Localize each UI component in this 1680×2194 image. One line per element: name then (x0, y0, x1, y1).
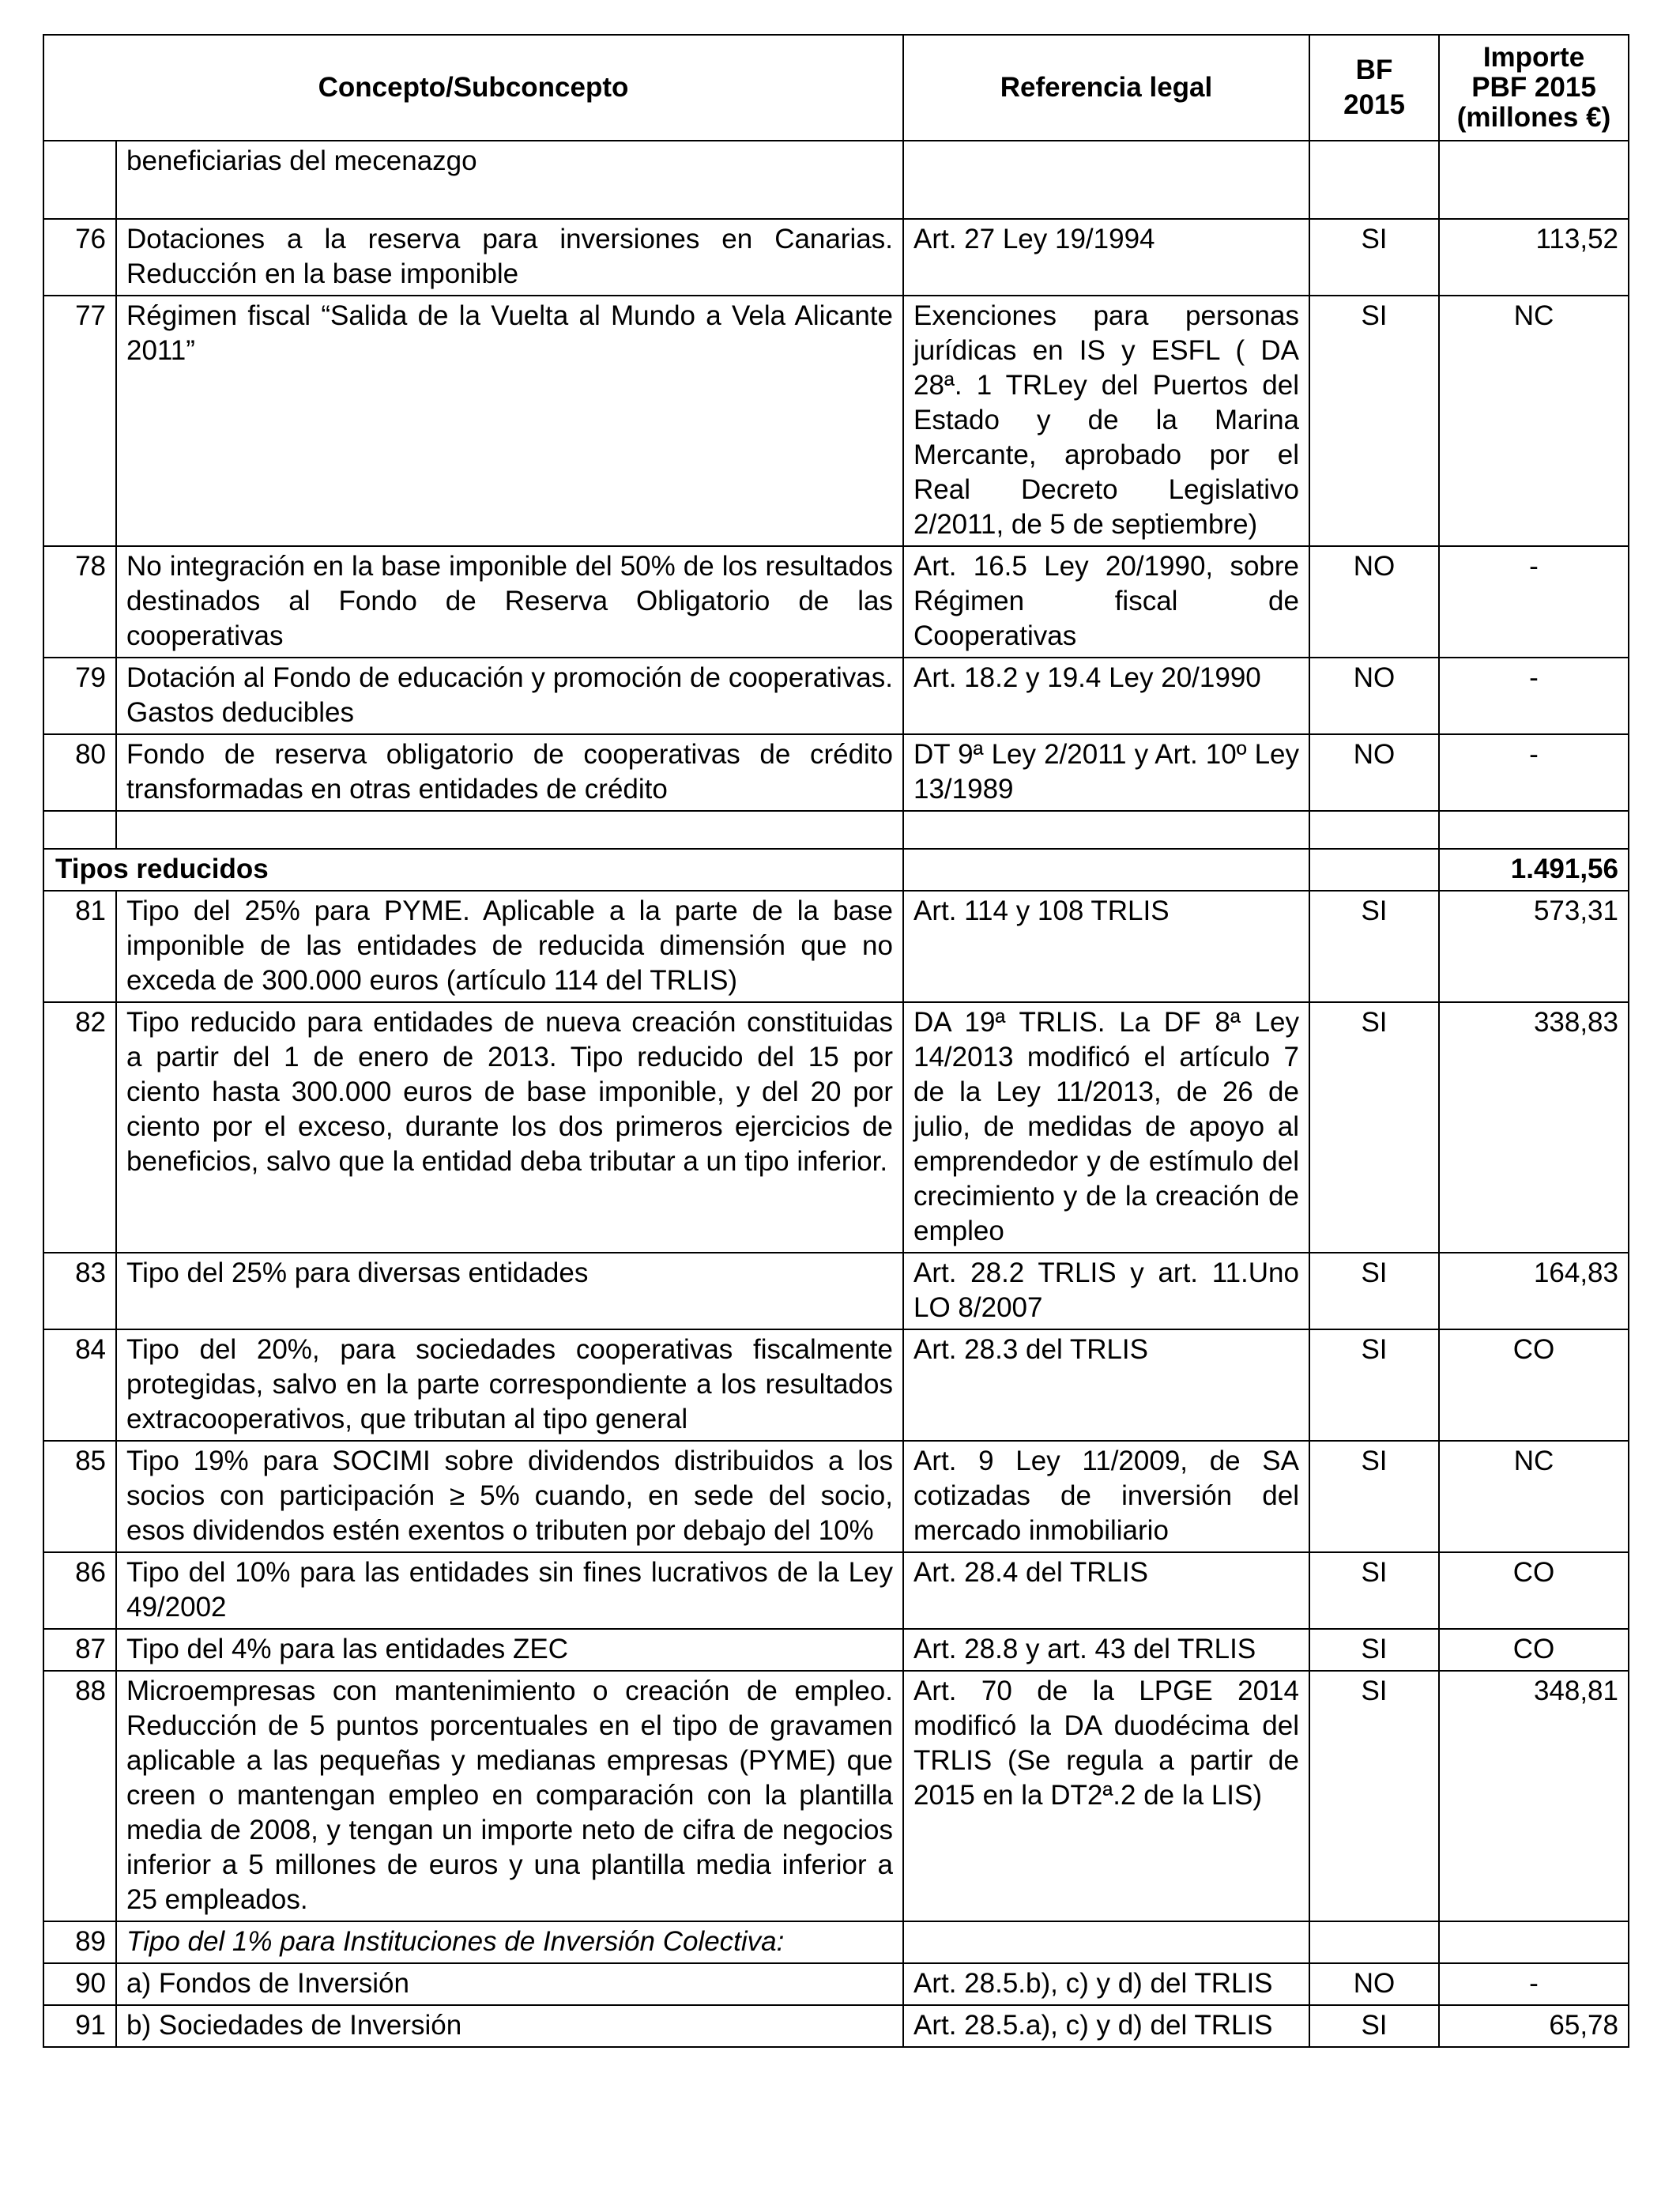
row-bf: NO (1309, 1963, 1439, 2005)
row-importe: - (1439, 658, 1629, 734)
row-concepto: Tipo 19% para SOCIMI sobre dividendos distribuidos a los socios con participación ≥ 5% cuando, en sede del socio, esos dividendos estén exentos o tributen por debajo del 10% (116, 1441, 903, 1552)
row-concepto: Tipo del 4% para las entidades ZEC (116, 1629, 903, 1671)
row-importe: 338,83 (1439, 1002, 1629, 1253)
row-referencia: Art. 27 Ley 19/1994 (903, 219, 1309, 296)
table-row (43, 1002, 1629, 1253)
row-referencia: DA 19ª TRLIS. La DF 8ª Ley 14/2013 modificó el artículo 7 de la Ley 11/2013, de 26 de julio, de medidas de apoyo al emprendedor y de estímulo del crecimiento y de la creación de empleo (903, 1002, 1309, 1253)
row-bf: NO (1309, 546, 1439, 658)
row-number: 84 (43, 1329, 116, 1441)
row-concepto: Microempresas con mantenimiento o creación de empleo. Reducción de 5 puntos porcentuales en el tipo de gravamen aplicable a las pequeñas y medianas empresas (PYME) que creen o mantengan empleo en comparación con la plantilla media de 2008, y tengan un importe neto de cifra de negocios inferior a 5 millones de euros y una plantilla media inferior a 25 empleados. (116, 1671, 903, 1921)
row-number: 90 (43, 1963, 116, 2005)
row-concepto: Tipo del 1% para Instituciones de Inversión Colectiva: (116, 1921, 903, 1963)
row-concepto: Tipo del 25% para PYME. Aplicable a la parte de la base imponible de las entidades de reducida dimensión que no exceda de 300.000 euros (artículo 114 del TRLIS) (116, 891, 903, 1002)
row-concepto: Tipo reducido para entidades de nueva creación constituidas a partir del 1 de enero de 2013. Tipo reducido del 15 por ciento hasta 300.000 euros de base imponible, y del 20 por ciento por el exceso, durante los dos primeros ejercicios de beneficios, salvo que la entidad deba tributar a un tipo inferior. (116, 1002, 903, 1253)
row-number: 81 (43, 891, 116, 1002)
table-row (43, 1921, 1629, 1963)
row-number: 89 (43, 1921, 116, 1963)
header-bf: BF 2015 (1309, 35, 1439, 141)
table-row (43, 811, 1629, 849)
row-number: 80 (43, 734, 116, 811)
row-concepto: Régimen fiscal “Salida de la Vuelta al Mundo a Vela Alicante 2011” (116, 296, 903, 546)
row-number: 85 (43, 1441, 116, 1552)
table-row (43, 546, 1629, 658)
row-number (43, 141, 116, 219)
section-row (43, 849, 1629, 891)
section-block (43, 849, 1629, 891)
section-referencia (903, 849, 1309, 891)
row-bf (1309, 141, 1439, 219)
row-number: 78 (43, 546, 116, 658)
row-bf: SI (1309, 891, 1439, 1002)
row-referencia: Art. 28.4 del TRLIS (903, 1552, 1309, 1629)
row-referencia: Art. 16.5 Ley 20/1990, sobre Régimen fiscal de Cooperativas (903, 546, 1309, 658)
row-number: 88 (43, 1671, 116, 1921)
row-concepto: Dotaciones a la reserva para inversiones en Canarias. Reducción en la base imponible (116, 219, 903, 296)
row-bf: NO (1309, 658, 1439, 734)
table-row (43, 1629, 1629, 1671)
row-referencia: Art. 28.5.b), c) y d) del TRLIS (903, 1963, 1309, 2005)
row-number: 86 (43, 1552, 116, 1629)
table-row (43, 1671, 1629, 1921)
table-row (43, 658, 1629, 734)
row-concepto: Dotación al Fondo de educación y promoción de cooperativas. Gastos deducibles (116, 658, 903, 734)
row-bf: SI (1309, 1253, 1439, 1329)
header-referencia: Referencia legal (903, 35, 1309, 141)
table-row (43, 1329, 1629, 1441)
row-number: 83 (43, 1253, 116, 1329)
row-bf: SI (1309, 2005, 1439, 2047)
section-importe: 1.491,56 (1439, 849, 1629, 891)
row-referencia (903, 811, 1309, 849)
row-concepto: Tipo del 20%, para sociedades cooperativas fiscalmente protegidas, salvo en la parte correspondiente a los resultados extracooperativos, que tributan al tipo general (116, 1329, 903, 1441)
header-concepto: Concepto/Subconcepto (43, 35, 903, 141)
row-concepto: a) Fondos de Inversión (116, 1963, 903, 2005)
table-row (43, 296, 1629, 546)
row-importe: CO (1439, 1329, 1629, 1441)
row-referencia: Art. 18.2 y 19.4 Ley 20/1990 (903, 658, 1309, 734)
row-importe (1439, 1921, 1629, 1963)
table-row (43, 141, 1629, 219)
row-importe (1439, 141, 1629, 219)
row-importe: 164,83 (1439, 1253, 1629, 1329)
section-title: Tipos reducidos (43, 849, 903, 891)
table-row (43, 2005, 1629, 2047)
table-body-part-2 (43, 891, 1629, 2047)
row-bf: SI (1309, 296, 1439, 546)
row-referencia: DT 9ª Ley 2/2011 y Art. 10º Ley 13/1989 (903, 734, 1309, 811)
row-bf: NO (1309, 734, 1439, 811)
row-concepto: Tipo del 25% para diversas entidades (116, 1253, 903, 1329)
row-referencia: Art. 114 y 108 TRLIS (903, 891, 1309, 1002)
row-importe: - (1439, 1963, 1629, 2005)
row-importe: NC (1439, 1441, 1629, 1552)
row-bf: SI (1309, 219, 1439, 296)
row-concepto (116, 811, 903, 849)
row-referencia: Art. 70 de la LPGE 2014 modificó la DA duodécima del TRLIS (Se regula a partir de 2015 en la DT2ª.2 de la LIS) (903, 1671, 1309, 1921)
row-bf: SI (1309, 1441, 1439, 1552)
row-number: 82 (43, 1002, 116, 1253)
row-number (43, 811, 116, 849)
row-referencia (903, 141, 1309, 219)
row-bf: SI (1309, 1002, 1439, 1253)
row-importe: 113,52 (1439, 219, 1629, 296)
table-row (43, 734, 1629, 811)
table-row (43, 1441, 1629, 1552)
row-number: 87 (43, 1629, 116, 1671)
row-importe: - (1439, 734, 1629, 811)
row-number: 76 (43, 219, 116, 296)
section-bf (1309, 849, 1439, 891)
row-concepto: Tipo del 10% para las entidades sin fines lucrativos de la Ley 49/2002 (116, 1552, 903, 1629)
table-header (43, 35, 1629, 141)
row-referencia: Art. 28.8 y art. 43 del TRLIS (903, 1629, 1309, 1671)
row-concepto: Fondo de reserva obligatorio de cooperativas de crédito transformadas en otras entidades de crédito (116, 734, 903, 811)
row-bf: SI (1309, 1329, 1439, 1441)
row-importe: CO (1439, 1629, 1629, 1671)
row-referencia: Art. 9 Ley 11/2009, de SA cotizadas de inversión del mercado inmobiliario (903, 1441, 1309, 1552)
row-number: 77 (43, 296, 116, 546)
table-body-part-1 (43, 141, 1629, 849)
row-referencia: Art. 28.3 del TRLIS (903, 1329, 1309, 1441)
row-number: 91 (43, 2005, 116, 2047)
table-row (43, 1963, 1629, 2005)
row-referencia (903, 1921, 1309, 1963)
table-row (43, 1253, 1629, 1329)
row-importe: - (1439, 546, 1629, 658)
row-importe: 65,78 (1439, 2005, 1629, 2047)
tax-benefits-table (43, 34, 1629, 2048)
row-bf (1309, 1921, 1439, 1963)
row-concepto: No integración en la base imponible del 50% de los resultados destinados al Fondo de Reserva Obligatorio de las cooperativas (116, 546, 903, 658)
row-bf: SI (1309, 1629, 1439, 1671)
row-bf: SI (1309, 1552, 1439, 1629)
table-row (43, 891, 1629, 1002)
table-row (43, 1552, 1629, 1629)
row-importe: CO (1439, 1552, 1629, 1629)
row-referencia: Art. 28.5.a), c) y d) del TRLIS (903, 2005, 1309, 2047)
row-importe (1439, 811, 1629, 849)
row-bf (1309, 811, 1439, 849)
row-importe: 348,81 (1439, 1671, 1629, 1921)
table-row (43, 219, 1629, 296)
row-importe: NC (1439, 296, 1629, 546)
row-referencia: Art. 28.2 TRLIS y art. 11.Uno LO 8/2007 (903, 1253, 1309, 1329)
row-number: 79 (43, 658, 116, 734)
row-concepto: b) Sociedades de Inversión (116, 2005, 903, 2047)
row-bf: SI (1309, 1671, 1439, 1921)
row-concepto: beneficiarias del mecenazgo (116, 141, 903, 219)
row-importe: 573,31 (1439, 891, 1629, 1002)
row-referencia: Exenciones para personas jurídicas en IS y ESFL ( DA 28ª. 1 TRLey del Puertos del Estado y de la Marina Mercante, aprobado por el Real Decreto Legislativo 2/2011, de 5 de septiembre) (903, 296, 1309, 546)
header-importe: Importe PBF 2015 (millones €) (1439, 35, 1629, 141)
